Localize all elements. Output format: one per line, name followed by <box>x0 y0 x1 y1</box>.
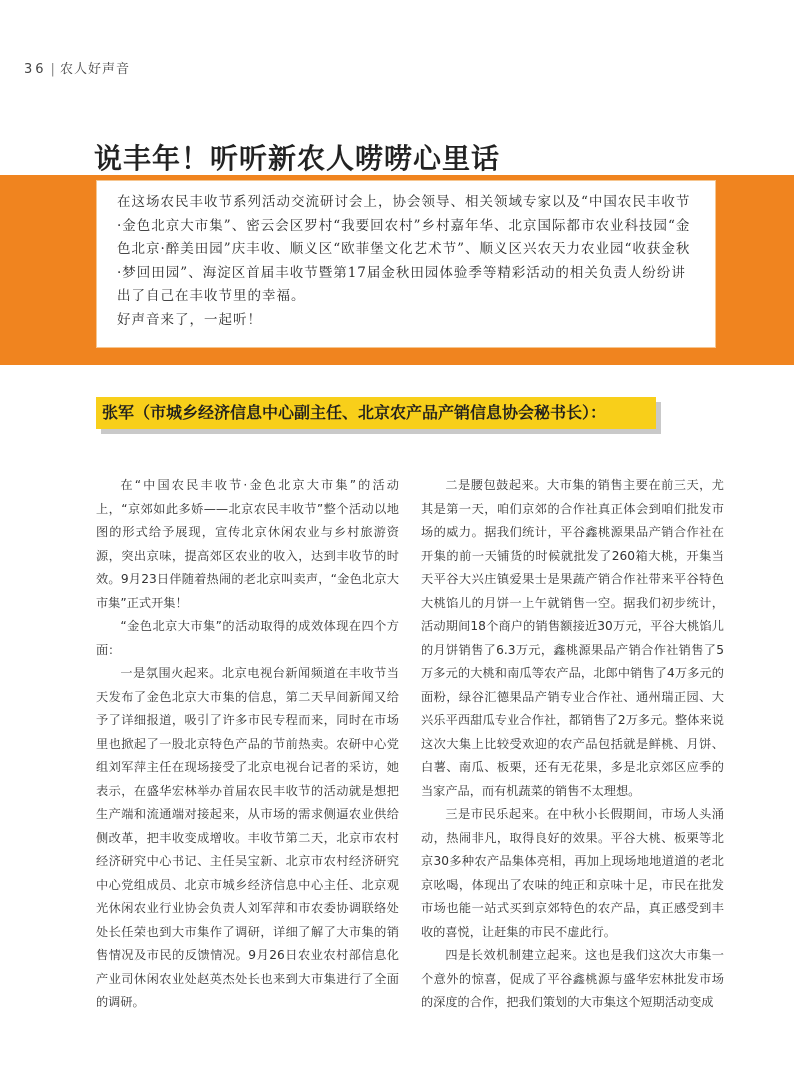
paragraph: 三是市民乐起来。在中秋小长假期间，市场人头涌动，热闹非凡，取得良好的效果。平谷大桃、板栗等北京30多种农产品集体亮相，再加上现场地地道道的老北京吆喝，体现出了农味的纯正和京味十足，市民在批发市场也能一站式买到京郊特色的农产品，真正感受到丰收的喜悦，让赶集的市民不虚此行。 <box>421 807 724 939</box>
section-name: 农人好声音 <box>59 62 130 77</box>
intro-tail: 好声音来了，一起听！ <box>117 311 262 328</box>
article-title: 说丰年！听听新农人唠唠心里话 <box>94 142 501 175</box>
speaker-heading: 张军（市城乡经济信息中心副主任、北京农产品产销信息协会秘书长）： <box>96 397 656 429</box>
paragraph: 四是长效机制建立起来。这也是我们这次大市集一个意外的惊喜，促成了平谷鑫桃源与盛华宏林批发市场的深度的合作，把我们策划的大市集这个短期活动变成 <box>421 948 724 1009</box>
intro-box <box>96 180 716 348</box>
right-column <box>421 474 724 1015</box>
header-divider: | <box>50 62 56 77</box>
left-column <box>96 474 399 1015</box>
page-header <box>24 58 130 77</box>
paragraph: 在“中国农民丰收节·金色北京大市集”的活动上，“京郊如此多娇——北京农民丰收节”整个活动以地图的形式给予展现，宣传北京休闲农业与乡村旅游资源，突出京味，提高郊区农业的收入，达到丰收节的时效。9月23日伴随着热闹的老北京叫卖声，“金色北京大市集”正式开集！ <box>96 478 399 610</box>
intro-text: 在这场农民丰收节系列活动交流研讨会上，协会领导、相关领域专家以及“中国农民丰收节·金色北京大市集”、密云会区罗村“我要回农村”乡村嘉年华、北京国际都市农业科技园“金色北京·醉美田园”庆丰收、顺义区“欧菲堡文化艺术节”、顺义区兴农天力农业园“收获金秋·梦回田园”、海淀区首届丰收节暨第17届金秋田园体验季等精彩活动的相关负责人纷纷讲出了自己在丰收节里的幸福。 <box>117 194 691 304</box>
paragraph: 一是氛围火起来。北京电视台新闻频道在丰收节当天发布了金色北京大市集的信息，第二天早间新闻又给予了详细报道，吸引了许多市民专程而来，同时在市场里也掀起了一股北京特色产品的节前热卖。农研中心党组刘军萍主任在现场接受了北京电视台记者的采访，她表示，在盛华宏林举办首届农民丰收节的活动就是想把生产端和流通端对接起来，从市场的需求侧逼农业供给侧改革，把丰收变成增收。丰收节第二天，北京市农村经济研究中心书记、主任吴宝新、北京市农村经济研究中心党组成员、北京市城乡经济信息中心主任、北京观光休闲农业行业协会负责人刘军萍和市农委协调联络处处长任荣也到大市集作了调研，详细了解了大市集的销售情况及市民的反馈情况。9月26日农业农村部信息化产业司休闲农业处赵英杰处长也来到大市集进行了全面的调研。 <box>96 666 399 1009</box>
paragraph: 二是腰包鼓起来。大市集的销售主要在前三天，尤其是第一天，咱们京郊的合作社真正体会到咱们批发市场的威力。据我们统计，平谷鑫桃源果品产销合作社在开集的前一天铺货的时候就批发了260箱大桃，开集当天平谷大兴庄镇爱果士是果蔬产销合作社带来平谷特色大桃馅儿的月饼一上午就销售一空。据我们初步统计，活动期间18个商户的销售额接近30万元，平谷大桃馅儿的月饼销售了6.3万元，鑫桃源果品产销合作社销售了5万多元的大桃和南瓜等农产品，北郎中销售了4万多元的面粉，绿谷汇德果品产销专业合作社、通州瑞正园、大兴乐平西甜瓜专业合作社，都销售了2万多元。整体来说这次大集上比较受欢迎的农产品包括就是鲜桃、月饼、白薯、南瓜、板栗，还有无花果，多是北京郊区应季的当家产品，而有机蔬菜的销售不太理想。 <box>421 478 724 798</box>
page-number: 36 <box>24 62 47 77</box>
paragraph: “金色北京大市集”的活动取得的成效体现在四个方面： <box>96 619 399 657</box>
